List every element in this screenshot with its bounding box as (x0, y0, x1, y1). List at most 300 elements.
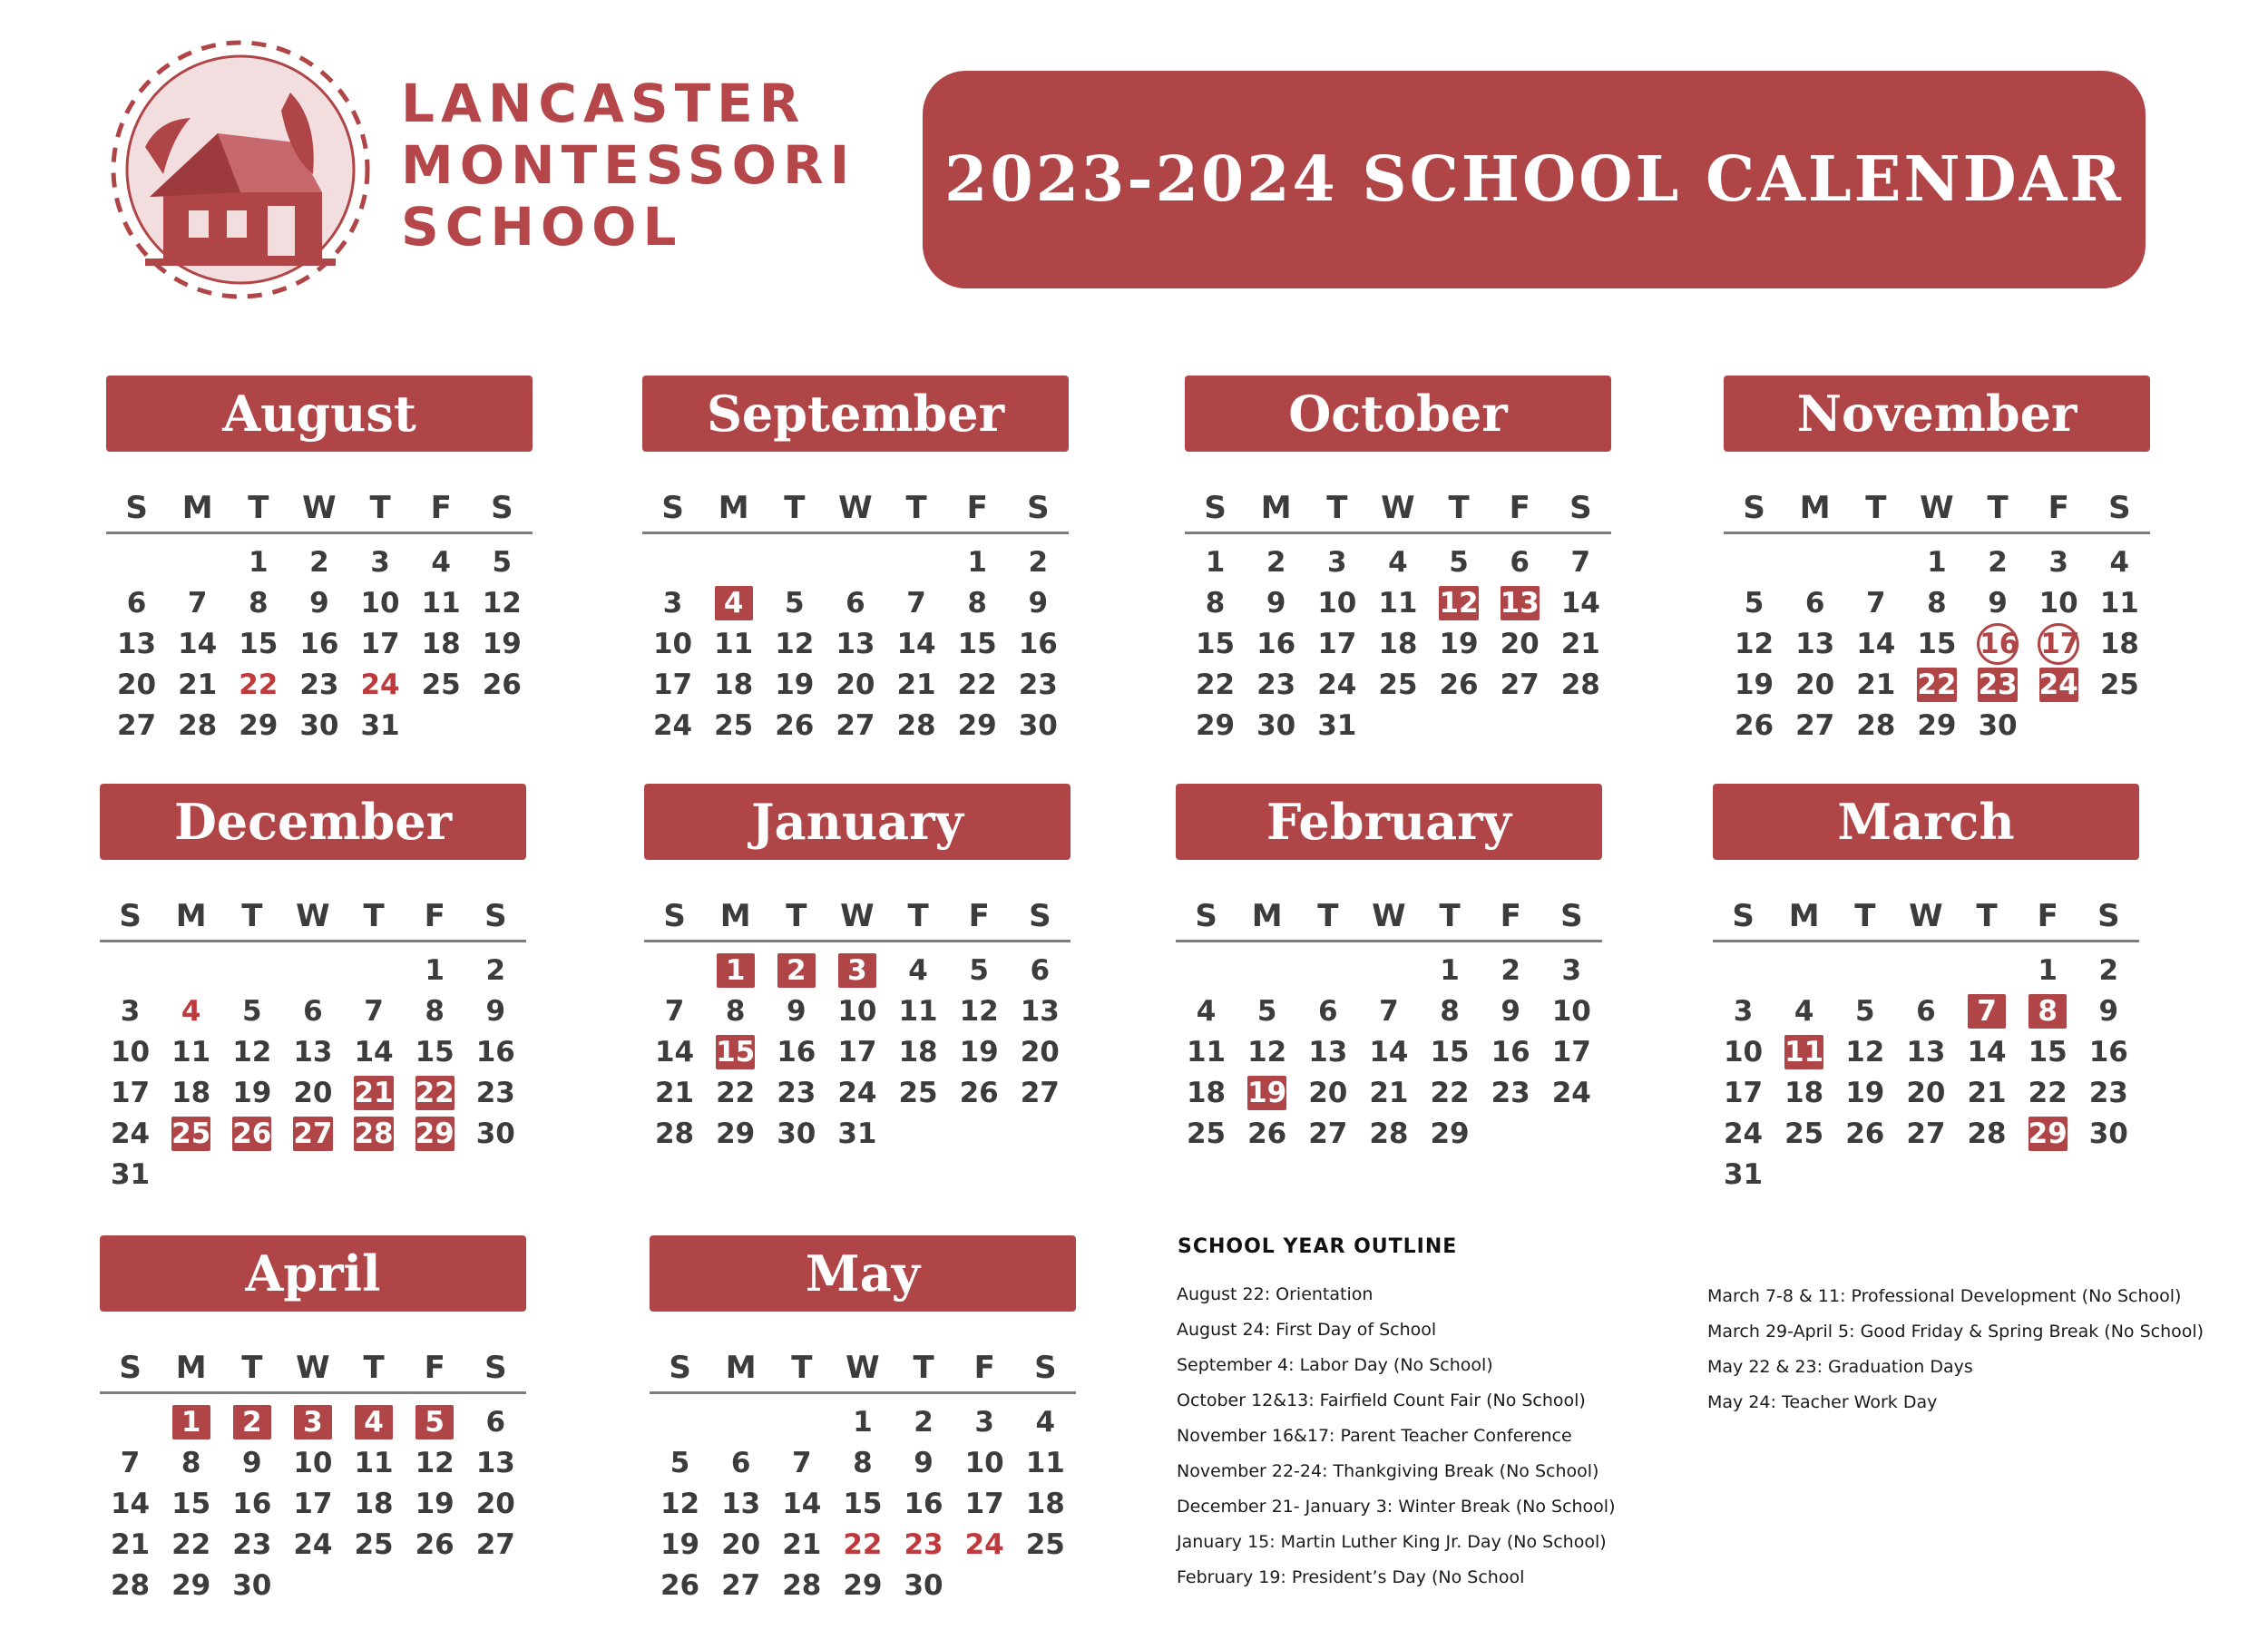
day-number: 26 (1439, 668, 1479, 701)
weekday-label: S (119, 898, 142, 934)
week-row (642, 705, 1069, 746)
day-cell (764, 708, 825, 743)
day-cell (1237, 1035, 1297, 1069)
month-may (650, 1235, 1076, 1605)
day-cell (949, 953, 1010, 988)
day-cell (1724, 627, 1784, 661)
weekday-label: T (369, 490, 391, 526)
day-cell (1968, 668, 2028, 702)
day-number: 16 (475, 1035, 515, 1068)
day-number: 17 (652, 668, 693, 701)
day-cell (1957, 1076, 2018, 1110)
calendar-title-banner (923, 71, 2146, 288)
day-number: 12 (415, 1446, 455, 1479)
weekday-label: M (1799, 490, 1831, 526)
month-header: December (100, 784, 526, 860)
day-cell (644, 1076, 705, 1110)
day-number: 13 (721, 1487, 761, 1520)
day-number: 11 (354, 1446, 394, 1479)
day-cell (1784, 627, 1845, 661)
day-cell (1968, 586, 2028, 620)
day-cell (221, 1446, 282, 1480)
day-number: 23 (777, 1076, 816, 1109)
day-cell (886, 668, 947, 702)
day-number: 10 (652, 627, 693, 660)
weekday-label: W (296, 898, 330, 934)
day-cell (650, 1568, 710, 1603)
month-grid (100, 1344, 526, 1605)
day-number: 6 (1804, 586, 1825, 620)
day-number: 29 (239, 708, 279, 742)
day-number: 18 (1025, 1487, 1065, 1520)
weekday-label: F (1500, 898, 1521, 934)
day-number: 8 (2028, 994, 2067, 1029)
day-number: 13 (1795, 627, 1835, 660)
day-cell (350, 586, 411, 620)
day-cell (1185, 545, 1246, 580)
day-cell (710, 1568, 771, 1603)
day-cell (1010, 994, 1070, 1029)
day-number: 26 (232, 1117, 272, 1150)
weekday-header-row (100, 1344, 526, 1394)
day-cell (1906, 708, 1967, 743)
day-cell (350, 627, 411, 661)
week-row (1185, 664, 1611, 705)
day-cell (1306, 545, 1367, 580)
day-number: 22 (843, 1527, 883, 1561)
week-row (642, 582, 1069, 623)
week-row (106, 664, 533, 705)
weekday-label: S (491, 490, 513, 526)
day-number: 9 (1501, 994, 1520, 1028)
week-row (100, 1031, 526, 1072)
day-number: 5 (1256, 994, 1277, 1028)
day-cell (1968, 708, 2028, 743)
day-cell (1306, 627, 1367, 661)
day-number: 5 (1744, 586, 1765, 620)
day-cell (288, 668, 349, 702)
day-cell (825, 586, 885, 620)
day-cell (2089, 668, 2150, 702)
month-october (1185, 376, 1611, 746)
day-number: 1 (717, 953, 755, 988)
day-cell (2028, 668, 2089, 702)
month-grid (100, 893, 526, 1195)
day-number: 21 (354, 1076, 394, 1109)
day-cell (1906, 545, 1967, 580)
day-number: 21 (782, 1527, 822, 1561)
day-number: 30 (904, 1568, 943, 1602)
day-cell (1774, 1035, 1834, 1069)
day-number: 29 (957, 708, 997, 742)
day-cell (221, 1527, 282, 1562)
weekday-label: F (2048, 490, 2069, 526)
day-number: 14 (1856, 627, 1896, 660)
weekday-label: M (1788, 898, 1820, 934)
day-number: 13 (1906, 1035, 1946, 1068)
week-row (650, 1401, 1076, 1442)
weekday-label: T (241, 1350, 263, 1386)
day-cell (832, 1405, 893, 1439)
day-cell (405, 1487, 465, 1521)
weekday-label: T (1976, 898, 1998, 934)
day-cell (1008, 708, 1069, 743)
day-cell (344, 1487, 405, 1521)
day-cell (2028, 623, 2089, 665)
day-cell (1481, 994, 1541, 1029)
day-number: 7 (1570, 545, 1591, 579)
day-number: 4 (431, 545, 451, 579)
month-january (644, 784, 1070, 1154)
day-number: 20 (1500, 627, 1540, 660)
day-number: 6 (303, 994, 323, 1028)
week-row (1724, 582, 2150, 623)
day-number: 25 (898, 1076, 938, 1109)
day-number: 20 (475, 1487, 515, 1520)
day-number: 18 (171, 1076, 211, 1109)
day-number: 1 (1440, 953, 1460, 987)
day-number: 25 (421, 668, 461, 701)
day-cell (1834, 994, 1895, 1029)
day-cell (1845, 708, 1906, 743)
day-cell (228, 708, 288, 743)
week-row (650, 1524, 1076, 1565)
day-cell (705, 953, 766, 988)
week-row (106, 542, 533, 582)
day-number: 6 (730, 1446, 751, 1479)
day-cell (100, 1527, 161, 1562)
day-cell (161, 1076, 221, 1110)
day-cell (705, 994, 766, 1029)
day-cell (2018, 1076, 2078, 1110)
day-number: 30 (299, 708, 339, 742)
day-number: 23 (232, 1527, 272, 1561)
week-row (1185, 582, 1611, 623)
day-number: 9 (1988, 586, 2008, 620)
day-cell (344, 1076, 405, 1110)
day-number: 25 (171, 1117, 211, 1150)
day-number: 25 (1378, 668, 1418, 701)
weekday-label: F (430, 490, 452, 526)
day-number: 5 (492, 545, 513, 579)
calendar-title: 2023-2024 SCHOOL CALENDAR (944, 143, 2124, 216)
day-cell (1895, 1076, 1956, 1110)
day-cell (1420, 1035, 1481, 1069)
day-cell (826, 994, 887, 1029)
month-november (1724, 376, 2150, 746)
day-number: 15 (415, 1035, 455, 1068)
day-number: 23 (904, 1527, 943, 1561)
week-row (1724, 623, 2150, 664)
day-number: 18 (421, 627, 461, 660)
day-cell (766, 994, 826, 1029)
month-grid (1185, 484, 1611, 746)
day-cell (100, 1035, 161, 1069)
month-header: March (1713, 784, 2139, 860)
day-number: 1 (967, 545, 987, 579)
day-number: 13 (836, 627, 875, 660)
day-cell (100, 1487, 161, 1521)
day-cell (886, 627, 947, 661)
day-cell (1724, 668, 1784, 702)
outline-item: August 22: Orientation (1177, 1284, 1374, 1304)
day-cell (1481, 953, 1541, 988)
day-cell (106, 586, 167, 620)
day-number: 26 (482, 668, 522, 701)
weekday-label: S (1027, 490, 1050, 526)
day-cell (1010, 1076, 1070, 1110)
day-cell (894, 1446, 954, 1480)
day-number: 22 (1917, 668, 1957, 701)
day-cell (344, 1035, 405, 1069)
day-number: 16 (232, 1487, 272, 1520)
day-number: 7 (364, 994, 384, 1028)
day-number: 14 (782, 1487, 822, 1520)
week-row (1713, 1154, 2139, 1195)
day-cell (405, 1405, 465, 1439)
day-number: 4 (181, 994, 201, 1028)
day-cell (1541, 1035, 1602, 1069)
day-cell (2078, 953, 2139, 988)
day-cell (954, 1527, 1015, 1562)
day-cell (1420, 1117, 1481, 1151)
month-header: January (644, 784, 1070, 860)
week-row (644, 990, 1070, 1031)
day-cell (1968, 623, 2028, 665)
day-cell (1906, 668, 1967, 702)
day-cell (1774, 1076, 1834, 1110)
school-name-line-3: SCHOOL (401, 196, 683, 258)
day-cell (947, 668, 1008, 702)
day-number: 28 (354, 1117, 394, 1150)
weekday-label: F (973, 1350, 995, 1386)
month-header: October (1185, 376, 1611, 452)
day-number: 20 (116, 668, 157, 701)
weekday-label: S (661, 490, 684, 526)
day-number: 12 (660, 1487, 700, 1520)
week-row (1185, 542, 1611, 582)
outline-item: October 12&13: Fairfield Count Fair (No School) (1177, 1390, 1586, 1410)
day-number: 11 (421, 586, 461, 620)
day-number: 10 (2038, 586, 2078, 620)
week-row (106, 705, 533, 746)
day-number: 15 (171, 1487, 211, 1520)
day-number: 8 (1440, 994, 1460, 1028)
day-cell (405, 1527, 465, 1562)
day-number: 3 (294, 1405, 332, 1439)
weekday-label: S (2097, 898, 2120, 934)
day-cell (1358, 1117, 1419, 1151)
day-number: 12 (1845, 1035, 1885, 1068)
day-cell (1713, 1157, 1774, 1192)
day-cell (1957, 1117, 2018, 1151)
day-number: 21 (110, 1527, 151, 1561)
day-cell (1237, 994, 1297, 1029)
day-cell (832, 1487, 893, 1521)
day-cell (1246, 668, 1306, 702)
day-number: 7 (664, 994, 685, 1028)
weekday-header-row (1724, 484, 2150, 534)
day-cell (703, 668, 764, 702)
day-cell (2028, 545, 2089, 580)
day-cell (1015, 1487, 1076, 1521)
day-cell (1420, 953, 1481, 988)
outline-title: SCHOOL YEAR OUTLINE (1178, 1235, 1458, 1258)
weekday-label: W (846, 1350, 880, 1386)
day-number: 19 (1845, 1076, 1885, 1109)
day-cell (100, 1157, 161, 1192)
day-number: 4 (2109, 545, 2130, 579)
day-cell (1784, 708, 1845, 743)
week-row (100, 1401, 526, 1442)
day-cell (642, 586, 703, 620)
day-number: 28 (896, 708, 936, 742)
day-number: 3 (370, 545, 390, 579)
day-cell (282, 1405, 343, 1439)
day-cell (282, 1035, 343, 1069)
day-cell (826, 1117, 887, 1151)
day-cell (344, 1527, 405, 1562)
day-cell (1237, 1117, 1297, 1151)
day-number: 30 (777, 1117, 816, 1150)
month-august (106, 376, 533, 746)
day-cell (1481, 1076, 1541, 1110)
day-cell (465, 1487, 526, 1521)
day-cell (888, 1035, 949, 1069)
day-number: 26 (415, 1527, 455, 1561)
day-number: 30 (1978, 708, 2018, 742)
day-cell (2018, 1035, 2078, 1069)
day-number: 15 (1195, 627, 1236, 660)
week-row (644, 1031, 1070, 1072)
week-row (1176, 990, 1602, 1031)
weekday-header-row (642, 484, 1069, 534)
day-cell (644, 1117, 705, 1151)
week-row (1724, 664, 2150, 705)
weekday-label: S (1195, 898, 1217, 934)
day-cell (1185, 708, 1246, 743)
day-number: 19 (482, 627, 522, 660)
day-cell (167, 586, 228, 620)
day-number: 21 (178, 668, 218, 701)
week-row (650, 1442, 1076, 1483)
day-cell (465, 1527, 526, 1562)
day-number: 10 (1551, 994, 1591, 1028)
month-header: May (650, 1235, 1076, 1312)
day-cell (949, 1076, 1010, 1110)
day-cell (894, 1527, 954, 1562)
outline-left-column (1177, 1277, 1685, 1595)
day-number: 29 (843, 1568, 883, 1602)
day-number: 30 (232, 1568, 272, 1602)
day-cell (1774, 1117, 1834, 1151)
weekday-label: M (1260, 490, 1292, 526)
week-row (106, 623, 533, 664)
day-cell (2018, 1117, 2078, 1151)
day-cell (894, 1405, 954, 1439)
day-cell (221, 994, 282, 1029)
day-cell (1784, 668, 1845, 702)
day-cell (350, 708, 411, 743)
day-cell (1895, 994, 1956, 1029)
day-number: 3 (838, 953, 876, 988)
day-cell (1834, 1035, 1895, 1069)
weekday-label: S (125, 490, 148, 526)
day-number: 10 (293, 1446, 333, 1479)
week-row (644, 1072, 1070, 1113)
day-number: 2 (914, 1405, 934, 1439)
day-number: 25 (1784, 1117, 1824, 1150)
day-cell (228, 545, 288, 580)
week-row (100, 1072, 526, 1113)
day-number: 26 (660, 1568, 700, 1602)
day-cell (2078, 994, 2139, 1029)
week-row (1724, 705, 2150, 746)
weekday-label: S (1743, 490, 1765, 526)
day-cell (228, 627, 288, 661)
day-cell (405, 1076, 465, 1110)
day-number: 2 (233, 1405, 271, 1439)
day-number: 18 (1186, 1076, 1227, 1109)
day-number: 28 (178, 708, 218, 742)
day-number: 22 (415, 1076, 455, 1109)
day-number: 20 (721, 1527, 761, 1561)
day-number: 22 (2028, 1076, 2068, 1109)
day-cell (221, 1076, 282, 1110)
month-march (1713, 784, 2139, 1195)
day-cell (1185, 668, 1246, 702)
day-number: 27 (1020, 1076, 1060, 1109)
day-number: 26 (775, 708, 815, 742)
day-number: 13 (1020, 994, 1060, 1028)
day-number: 22 (239, 668, 279, 701)
day-number: 29 (1195, 708, 1236, 742)
weekday-label: S (119, 1350, 142, 1386)
day-number: 22 (716, 1076, 756, 1109)
day-cell (282, 1446, 343, 1480)
week-row (100, 1524, 526, 1565)
day-cell (1724, 708, 1784, 743)
day-number: 31 (837, 1117, 877, 1150)
day-cell (1008, 545, 1069, 580)
day-number: 6 (1030, 953, 1051, 987)
week-row (1724, 542, 2150, 582)
day-number: 28 (1967, 1117, 2007, 1150)
week-row (1713, 1072, 2139, 1113)
day-cell (405, 1035, 465, 1069)
month-grid (106, 484, 533, 746)
day-cell (1774, 994, 1834, 1029)
week-row (650, 1565, 1076, 1605)
weekday-header-row (650, 1344, 1076, 1394)
day-cell (167, 708, 228, 743)
day-cell (650, 1527, 710, 1562)
day-number: 17 (2038, 623, 2079, 665)
day-cell (642, 627, 703, 661)
outline-item: May 24: Teacher Work Day (1707, 1392, 1938, 1412)
day-cell (1541, 994, 1602, 1029)
day-number: 22 (1195, 668, 1236, 701)
day-number: 17 (964, 1487, 1004, 1520)
day-number: 9 (1028, 586, 1049, 620)
day-number: 27 (1906, 1117, 1946, 1150)
day-cell (1784, 586, 1845, 620)
day-cell (1367, 586, 1428, 620)
day-number: 10 (1723, 1035, 1764, 1068)
day-number: 13 (293, 1035, 333, 1068)
day-number: 14 (1369, 1035, 1409, 1068)
day-number: 5 (670, 1446, 690, 1479)
